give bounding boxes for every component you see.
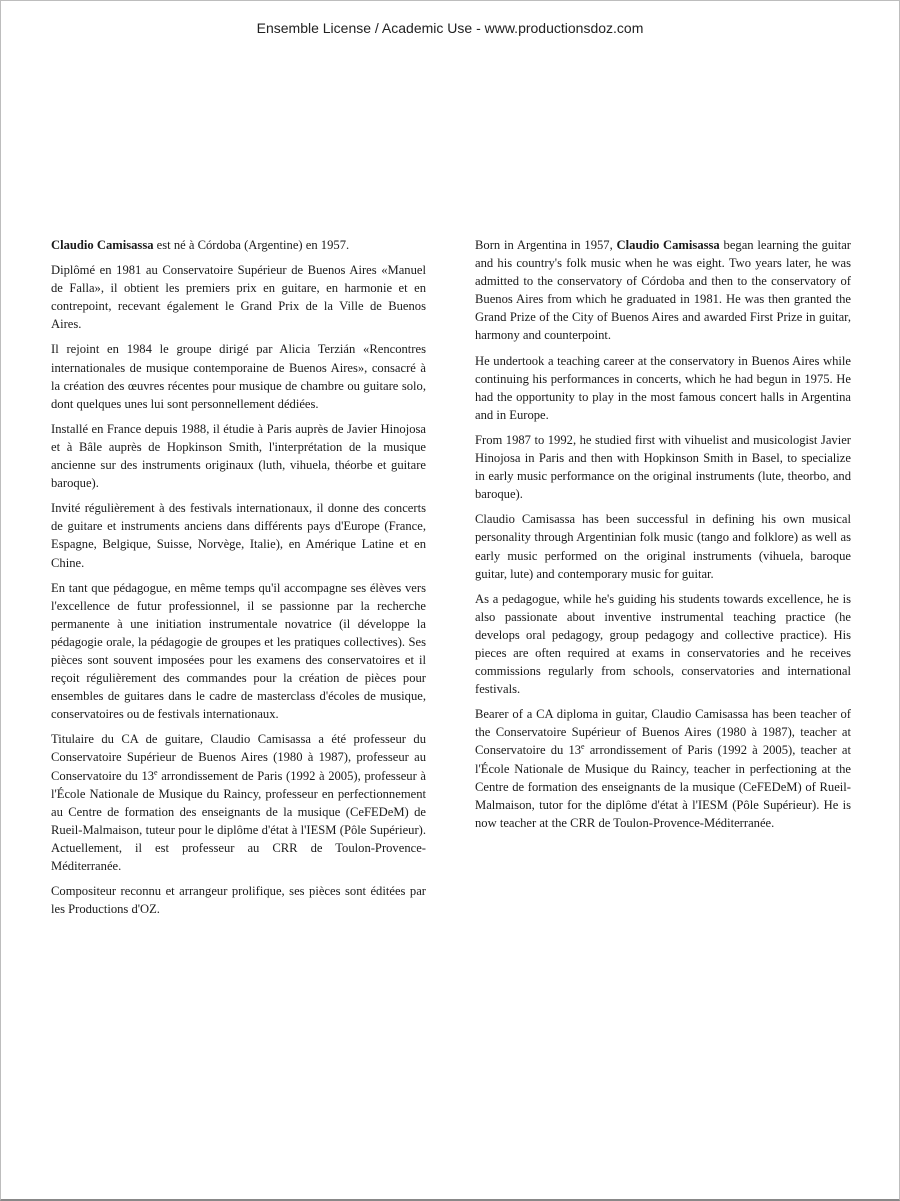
english-paragraph-6: Bearer of a CA diploma in guitar, Claudio Camisassa has been teacher of the Conservatoire Supérieur of Buenos Aires (1980 à 1987), teacher at Conservatoire du 13e arrondissement of Paris (1992 à 2005), teacher at l'École Nationale de Musique du Raincy, teacher in perfectioning at the Centre de formation des enseignants de la musique (CeFEDeM) of Rueil-Malmaison, tutor for the diplôme d'état à l'IESM (Pôle Supérieur). He is now teacher at the CRR de Toulon-Provence-Méditerranée. <box>475 707 851 830</box>
english-paragraph-4: Claudio Camisassa has been successful in defining his own musical personality through Argentinian folk music (tango and folklore) as well as early music performed on the original instruments (vihuela, baroque guitar, lute) and contemporary music for guitar. <box>475 512 851 581</box>
license-header: Ensemble License / Academic Use - www.productionsdoz.com <box>256 20 644 36</box>
french-paragraph-5: Invité régulièrement à des festivals internationaux, il donne des concerts de guitare et instruments anciens dans différents pays d'Europe (France, Espagne, Belgique, Suisse, Norvège, Italie), en Amérique Latine et en Chine. <box>51 501 426 570</box>
french-biography <box>51 236 426 925</box>
composer-name: Claudio Camisassa <box>616 238 720 252</box>
english-biography <box>475 236 851 839</box>
english-paragraph-1: Born in Argentina in 1957, Claudio Camisassa began learning the guitar and his country's folk music when he was eight. Two years later, he was admitted to the conservatory of Córdoba and then to the conservatory of Buenos Aires from which he graduated in 1981. He was then granted the Grand Prize of the City of Buenos Aires and awarded First Prize in guitar, harmony and counterpoint. <box>475 238 851 343</box>
french-paragraph-1: Claudio Camisassa est né à Córdoba (Argentine) en 1957. <box>51 238 350 252</box>
french-paragraph-2: Diplômé en 1981 au Conservatoire Supérieur de Buenos Aires «Manuel de Falla», il obtient les premiers prix en guitare, en harmonie et en contrepoint, recevant également le Grand Prix de la Ville de Buenos Aires. <box>51 263 426 332</box>
french-paragraph-3: Il rejoint en 1984 le groupe dirigé par Alicia Terzián «Rencontres internationales de musique contemporaine de Buenos Aires», consacré à la création des œuvres récentes pour musique de chambre ou guitare solo, dont quelques unes lui sont personnellement dédiées. <box>51 342 426 411</box>
english-paragraph-5: As a pedagogue, while he's guiding his students towards excellence, he is also passionate about inventive instrumental teaching practice (he develops oral pedagogy, group pedagogy and collective practice). His pieces are often required at exams in conservatories and he receives commissions regularly from schools, conservatories and international festivals. <box>475 591 851 697</box>
french-paragraph-7: Titulaire du CA de guitare, Claudio Camisassa a été professeur du Conservatoire Supérieur de Buenos Aires (1980 à 1987), professeur au Conservatoire du 13e arrondissement de Paris (1992 à 2005), professeur à l'École Nationale de Musique du Raincy, professeur en perfectionnement au Centre de formation des enseignants de la musique (CeFEDeM) de Rueil-Malmaison, tuteur pour le diplôme d'état à l'IESM (Pôle Supérieur). Actuellement, il est professeur au CRR de Toulon-Provence-Méditerranée. <box>51 732 426 873</box>
french-paragraph-8: Compositeur reconnu et arrangeur prolifique, ses pièces sont éditées par les Productions d'OZ. <box>51 884 426 917</box>
french-paragraph-6: En tant que pédagogue, en même temps qu'il accompagne ses élèves vers l'excellence de futur professionnel, il se passionne par la recherche permanente à une initiation instrumentale novatrice (il développe la pédagogie orale, la pédagogie de groupes et les pratiques collectives). Ses pièces sont souvent imposées pour les examens des conservatoires et il reçoit régulièrement des commandes pour la création de pièces pour ensembles de guitares dans le cadre de masterclass d'écoles de musique, conservatoires ou de festivals internationaux. <box>51 580 426 722</box>
french-paragraph-4: Installé en France depuis 1988, il étudie à Paris auprès de Javier Hinojosa et à Bâle auprès de Hopkinson Smith, l'interprétation de la musique ancienne sur des instruments originaux (luth, vihuela, théorbe et guitare baroque). <box>51 421 426 491</box>
english-paragraph-3: From 1987 to 1992, he studied first with vihuelist and musicologist Javier Hinojosa in Paris and then with Hopkinson Smith in Basel, to specialize in early music performance on the original instruments (lute, theorbo, and baroque). <box>475 432 851 502</box>
english-paragraph-2: He undertook a teaching career at the conservatory in Buenos Aires while continuing his performances in concerts, which he had begun in 1975. He had the opportunity to play in the most famous concert halls in Argentina and in Europe. <box>475 353 851 422</box>
composer-name: Claudio Camisassa <box>51 238 154 252</box>
